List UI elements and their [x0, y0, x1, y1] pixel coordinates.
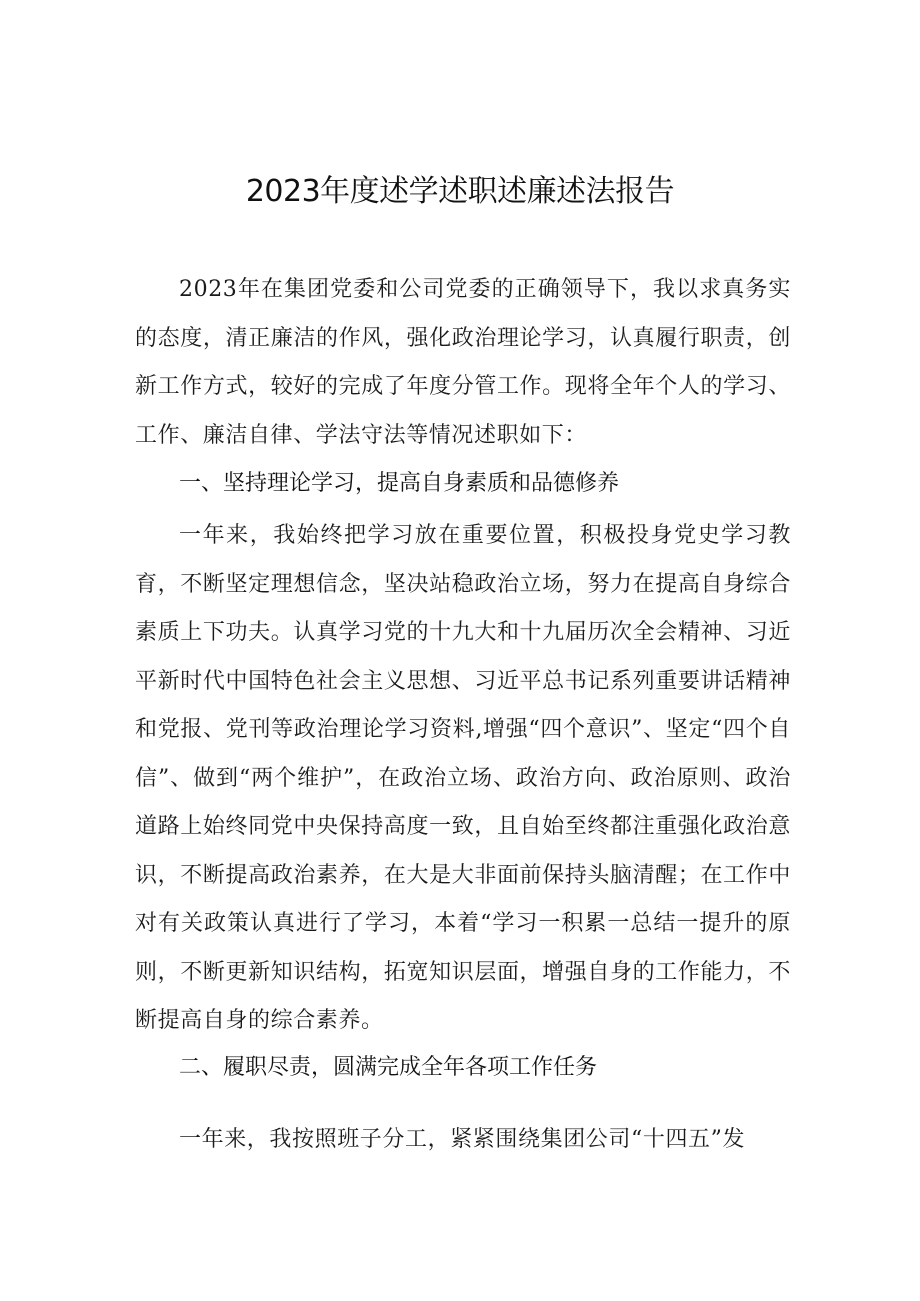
section-1-paragraph: 一年来，我始终把学习放在重要位置，积极投身党史学习教育，不断坚定理想信念，坚决站稳政治立场，努力在提高自身综合素质上下功夫。认真学习党的十九大和十九届历次全会精神、习近平新时代中国特色社会主义思想、习近平总书记系列重要讲话精神和党报、党刊等政治理论学习资料,增强“四个意识”、坚定“四个自信”、做到“两个维护”，在政治立场、政治方向、政治原则、政治道路上始终同党中央保持高度一致，且自始至终都注重强化政治意识，不断提高政治素养，在大是大非面前保持头脑清醒；在工作中对有关政策认真进行了学习，本着“学习一积累一总结一提升的原则，不断更新知识结构，拓宽知识层面，增强自身的工作能力，不断提高自身的综合素养。	[135, 523, 791, 1033]
section-2-paragraph: 一年来，我按照班子分工，紧紧围绕集团公司“十四五”发	[179, 1127, 746, 1152]
section-heading-1: 一、坚持理论学习，提高自身素质和品德修养	[179, 471, 620, 496]
document-title: 2023年度述学述职述廉述法报告	[245, 174, 675, 209]
section-heading-2: 二、履职尽责，圆满完成全年各项工作任务	[179, 1055, 598, 1080]
intro-paragraph: 2023年在集团党委和公司党委的正确领导下，我以求真务实的态度，清正廉洁的作风，强化政治理论学习，认真履行职责，创新工作方式，较好的完成了年度分管工作。现将全年个人的学习、工作、廉洁自律、学法守法等情况述职如下：	[135, 277, 791, 448]
